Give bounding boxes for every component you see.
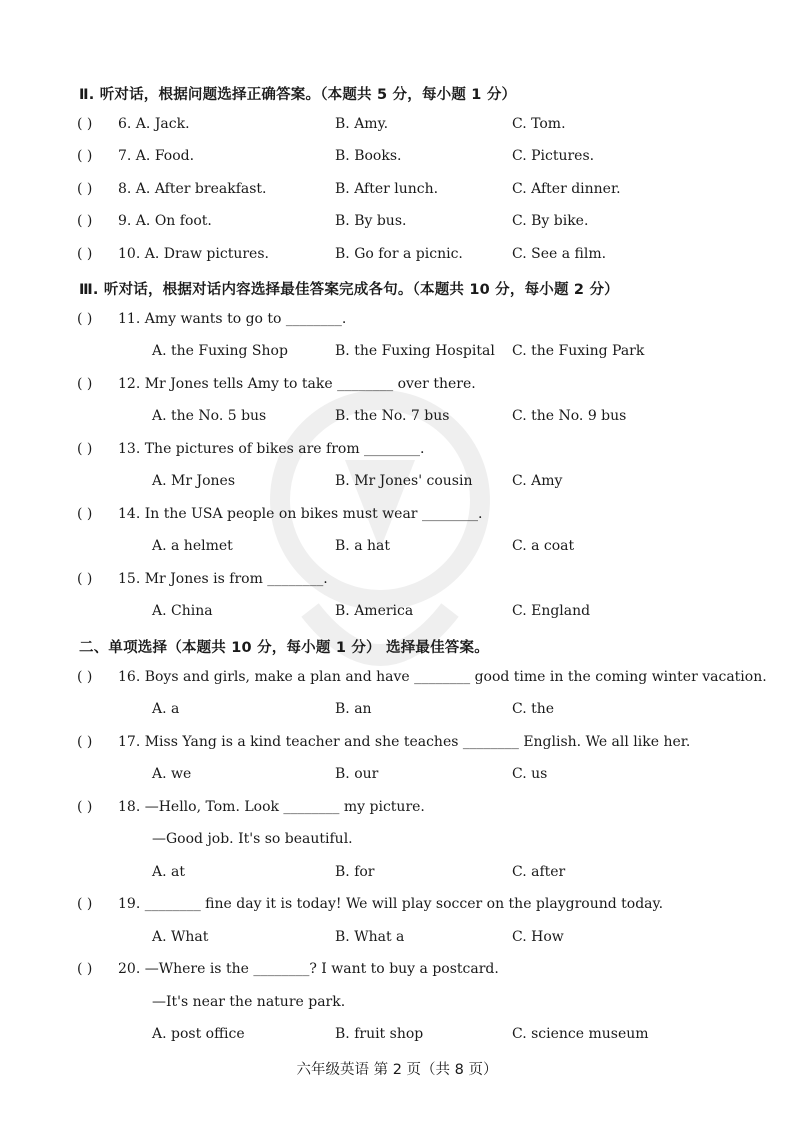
question-8 bbox=[0, 181, 794, 201]
option-a: A. What bbox=[152, 929, 209, 945]
option-b: B. Go for a picnic. bbox=[335, 246, 463, 262]
option-a: A. Mr Jones bbox=[152, 473, 236, 489]
option-b: B. Books. bbox=[335, 148, 402, 164]
dialogue-reply: —Good job. It's so beautiful. bbox=[152, 831, 353, 847]
option-c: C. Tom. bbox=[512, 116, 566, 132]
option-b: B. the Fuxing Hospital bbox=[335, 343, 495, 359]
options-19 bbox=[0, 929, 794, 949]
options-18 bbox=[0, 864, 794, 884]
options-15 bbox=[0, 603, 794, 623]
question-13 bbox=[0, 441, 794, 461]
options-16 bbox=[0, 701, 794, 721]
option-c: C. the No. 9 bus bbox=[512, 408, 627, 424]
question-12 bbox=[0, 376, 794, 396]
answer-blank[interactable]: ( ) bbox=[77, 148, 93, 164]
question-16 bbox=[0, 669, 794, 689]
option-b: B. fruit shop bbox=[335, 1026, 424, 1042]
question-stem: 19. ________ fine day it is today! We will play soccer on the playground today. bbox=[118, 896, 664, 912]
option-b: B. Amy. bbox=[335, 116, 389, 132]
answer-blank[interactable]: ( ) bbox=[77, 961, 93, 977]
options-11 bbox=[0, 343, 794, 363]
question-stem: 17. Miss Yang is a kind teacher and she teaches ________ English. We all like her. bbox=[118, 734, 691, 750]
option-c: C. See a film. bbox=[512, 246, 607, 262]
answer-blank[interactable]: ( ) bbox=[77, 506, 93, 522]
question-stem: 11. Amy wants to go to ________. bbox=[118, 311, 347, 327]
answer-blank[interactable]: ( ) bbox=[77, 311, 93, 327]
options-13 bbox=[0, 473, 794, 493]
option-c: C. Pictures. bbox=[512, 148, 595, 164]
option-c: C. a coat bbox=[512, 538, 575, 554]
question-6 bbox=[0, 116, 794, 136]
option-a: A. post office bbox=[152, 1026, 245, 1042]
question-stem: 20. —Where is the ________? I want to buy a postcard. bbox=[118, 961, 499, 977]
answer-blank[interactable]: ( ) bbox=[77, 116, 93, 132]
option-c: C. the bbox=[512, 701, 555, 717]
section-title-single-choice: 二、单项选择（本题共 10 分，每小题 1 分） 选择最佳答案。 bbox=[79, 640, 489, 656]
question-stem: 14. In the USA people on bikes must wear ________. bbox=[118, 506, 483, 522]
question-stem: 9. A. On foot. bbox=[118, 213, 212, 229]
answer-blank[interactable]: ( ) bbox=[77, 896, 93, 912]
options-12 bbox=[0, 408, 794, 428]
option-c: C. science museum bbox=[512, 1026, 649, 1042]
section-title-listening-iii: Ⅲ. 听对话，根据对话内容选择最佳答案完成各句。（本题共 10 分，每小题 2 分） bbox=[79, 282, 619, 298]
answer-blank[interactable]: ( ) bbox=[77, 181, 93, 197]
option-b: B. What a bbox=[335, 929, 405, 945]
option-b: B. a hat bbox=[335, 538, 390, 554]
question-15 bbox=[0, 571, 794, 591]
question-stem: 6. A. Jack. bbox=[118, 116, 190, 132]
question-stem: 12. Mr Jones tells Amy to take ________ over there. bbox=[118, 376, 476, 392]
question-20 bbox=[0, 961, 794, 981]
option-c: C. By bike. bbox=[512, 213, 589, 229]
option-a: A. China bbox=[152, 603, 213, 619]
question-stem: 10. A. Draw pictures. bbox=[118, 246, 269, 262]
question-11 bbox=[0, 311, 794, 331]
answer-blank[interactable]: ( ) bbox=[77, 571, 93, 587]
option-a: A. we bbox=[152, 766, 192, 782]
answer-blank[interactable]: ( ) bbox=[77, 799, 93, 815]
question-18 bbox=[0, 799, 794, 819]
question-stem: 7. A. Food. bbox=[118, 148, 195, 164]
question-stem: 8. A. After breakfast. bbox=[118, 181, 267, 197]
question-14 bbox=[0, 506, 794, 526]
options-14 bbox=[0, 538, 794, 558]
answer-blank[interactable]: ( ) bbox=[77, 376, 93, 392]
option-b: B. for bbox=[335, 864, 375, 880]
option-a: A. at bbox=[152, 864, 185, 880]
option-a: A. a helmet bbox=[152, 538, 233, 554]
answer-blank[interactable]: ( ) bbox=[77, 441, 93, 457]
question-stem: 18. —Hello, Tom. Look ________ my picture. bbox=[118, 799, 425, 815]
options-20 bbox=[0, 1026, 794, 1046]
question-17 bbox=[0, 734, 794, 754]
page-footer: 六年级英语 第 2 页（共 8 页） bbox=[296, 1062, 498, 1078]
question-stem: 13. The pictures of bikes are from ________. bbox=[118, 441, 425, 457]
answer-blank[interactable]: ( ) bbox=[77, 213, 93, 229]
question-9 bbox=[0, 213, 794, 233]
dialogue-reply: —It's near the nature park. bbox=[152, 994, 346, 1010]
option-b: B. After lunch. bbox=[335, 181, 439, 197]
question-stem: 15. Mr Jones is from ________. bbox=[118, 571, 328, 587]
option-c: C. How bbox=[512, 929, 564, 945]
option-c: C. after bbox=[512, 864, 566, 880]
option-c: C. the Fuxing Park bbox=[512, 343, 645, 359]
option-b: B. an bbox=[335, 701, 372, 717]
answer-blank[interactable]: ( ) bbox=[77, 246, 93, 262]
question-7 bbox=[0, 148, 794, 168]
answer-blank[interactable]: ( ) bbox=[77, 734, 93, 750]
option-b: B. the No. 7 bus bbox=[335, 408, 450, 424]
answer-blank[interactable]: ( ) bbox=[77, 669, 93, 685]
question-19 bbox=[0, 896, 794, 916]
option-c: C. England bbox=[512, 603, 591, 619]
option-c: C. us bbox=[512, 766, 548, 782]
options-17 bbox=[0, 766, 794, 786]
option-c: C. Amy bbox=[512, 473, 563, 489]
question-10 bbox=[0, 246, 794, 266]
option-c: C. After dinner. bbox=[512, 181, 621, 197]
option-b: B. America bbox=[335, 603, 414, 619]
question-stem: 16. Boys and girls, make a plan and have ________ good time in the coming winter vacation. bbox=[118, 669, 767, 685]
option-a: A. the Fuxing Shop bbox=[152, 343, 288, 359]
option-a: A. the No. 5 bus bbox=[152, 408, 267, 424]
option-b: B. our bbox=[335, 766, 379, 782]
option-a: A. a bbox=[152, 701, 180, 717]
section-title-listening-ii: Ⅱ. 听对话，根据问题选择正确答案。（本题共 5 分，每小题 1 分） bbox=[79, 87, 517, 103]
option-b: B. By bus. bbox=[335, 213, 407, 229]
option-b: B. Mr Jones' cousin bbox=[335, 473, 473, 489]
